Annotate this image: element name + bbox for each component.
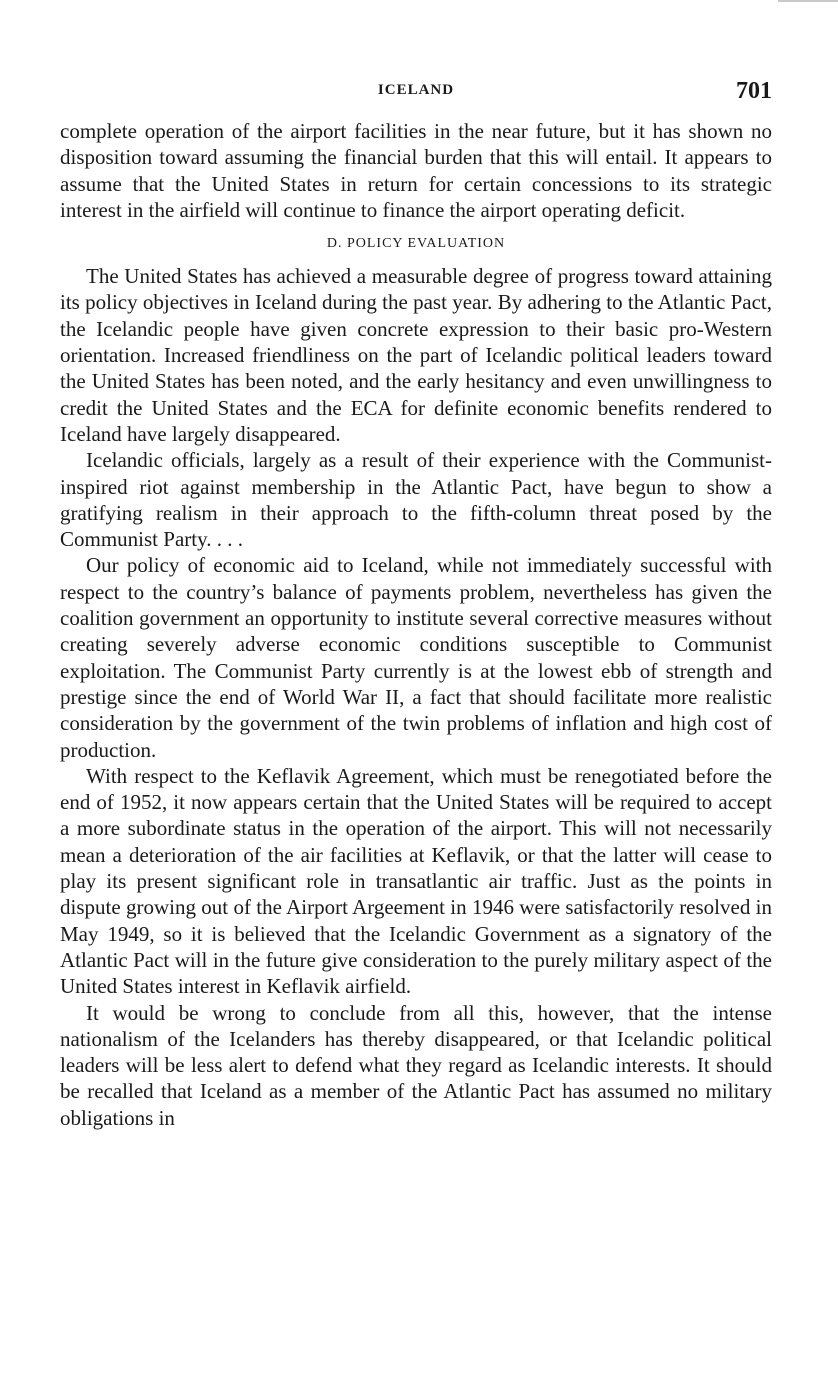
- body-text: [60, 118, 772, 1131]
- section-heading: D. POLICY EVALUATION: [326, 236, 506, 252]
- paragraph-continued: complete operation of the airport facilities in the near future, but it has shown no disposition toward assuming the financial burden that this will entail. It appears to assume that the United States in return for certain concessions to its strategic interest in the airfield will continue to finance the airport operating deficit.: [60, 119, 772, 222]
- scan-edge-mark: [778, 0, 838, 2]
- paragraph: The United States has achieved a measurable degree of progress toward attaining its policy objectives in Iceland during the past year. By adhering to the Atlantic Pact, the Icelandic people have given concrete expression to their basic pro-Western orientation. Increased friendliness on the part of Icelandic political leaders toward the United States has been noted, and the early hesitancy and even unwillingness to credit the United States and the ECA for definite economic benefits rendered to Iceland have largely disappeared.: [60, 264, 772, 446]
- running-title: ICELAND: [377, 82, 455, 98]
- paragraph: With respect to the Keflavik Agreement, which must be renegotiated before the end of 1952, it now appears certain that the United States will be required to accept a more subordinate status in the operation of the airport. This will not necessarily mean a deterioration of the air facilities at Keflavik, or that the latter will cease to play its present significant role in transatlantic air traffic. Just as the points in dispute growing out of the Airport Argeement in 1946 were satisfactorily resolved in May 1949, so it is believed that the Icelandic Government as a signatory of the Atlantic Pact will in the future give consideration to the purely military aspect of the United States interest in Keflavik airfield.: [60, 763, 772, 999]
- paragraph: Our policy of economic aid to Iceland, while not immediately successful with respect to the country’s balance of payments problem, nevertheless has given the coalition government an opportunity to institute several corrective measures without creating severely adverse economic conditions susceptible to Communist exploitation. The Communist Party currently is at the lowest ebb of strength and prestige since the end of World War II, a fact that should facilitate more realistic consideration by the government of the twin problems of inflation and high cost of production.: [60, 553, 772, 762]
- paragraph: It would be wrong to conclude from all this, however, that the intense nationalism of the Icelanders has thereby disappeared, or that Icelandic political leaders will be less alert to defend what they regard as Icelandic interests. It should be recalled that Iceland as a member of the Atlantic Pact has assumed no military obligations in: [60, 1000, 772, 1130]
- running-header: [60, 78, 772, 108]
- paragraph: Icelandic officials, largely as a result of their experience with the Communist-inspired riot against membership in the Atlantic Pact, have begun to show a gratifying realism in their approach to the fifth-column threat posed by the Communist Party. . . .: [60, 448, 772, 552]
- page-number: 701: [736, 78, 772, 104]
